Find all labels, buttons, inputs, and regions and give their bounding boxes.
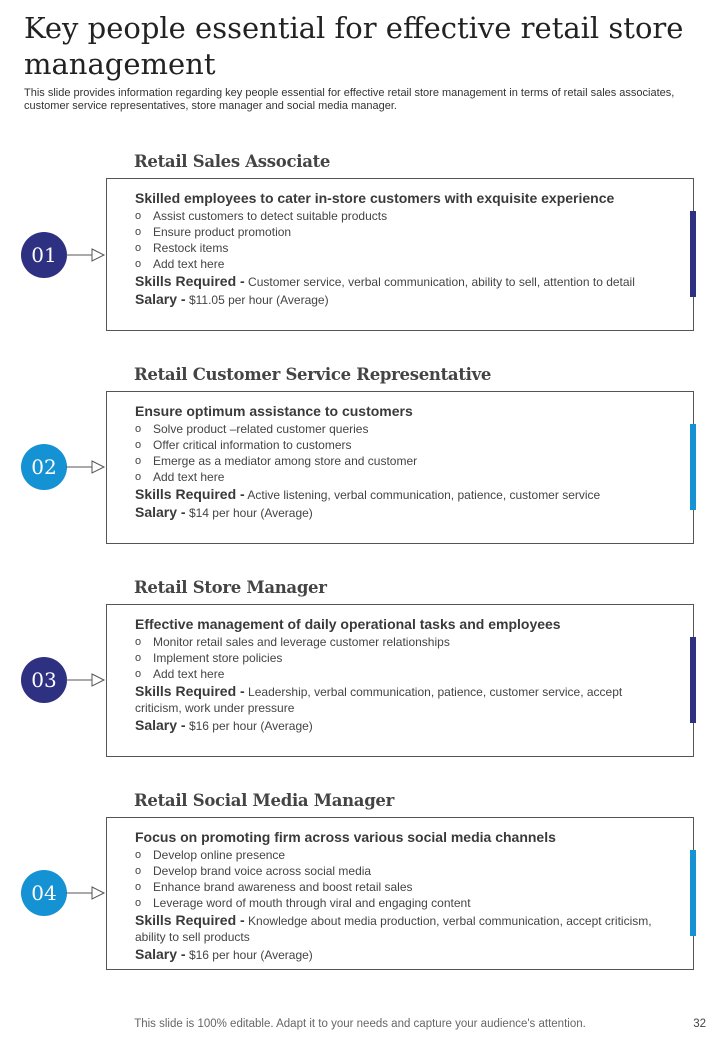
card-title: Skilled employees to cater in-store customers with exquisite experience	[135, 190, 615, 206]
card-title: Focus on promoting firm across various social media channels	[135, 829, 556, 845]
bullet-list	[135, 634, 671, 682]
list-item: o Solve product –related customer queries	[135, 421, 671, 437]
info-card	[106, 604, 694, 757]
info-card	[106, 178, 694, 331]
list-item: o Implement store policies	[135, 650, 671, 666]
step-number-badge: 04	[21, 870, 67, 916]
list-item: o Offer critical information to customers	[135, 437, 671, 453]
skills-value: Active listening, verbal communication, patience, customer service	[247, 488, 601, 502]
step-number-badge: 01	[21, 232, 67, 278]
bullet-list	[135, 421, 671, 485]
list-item: o Develop brand voice across social media	[135, 863, 671, 879]
salary-label: Salary -	[135, 717, 186, 733]
list-item: o Develop online presence	[135, 847, 671, 863]
accent-bar	[690, 424, 696, 510]
salary	[135, 946, 671, 963]
bullet-list	[135, 847, 671, 911]
salary-value: $14 per hour (Average)	[188, 506, 313, 520]
page-title: Key people essential for effective retail store management	[24, 11, 684, 81]
step-number-badge: 02	[21, 444, 67, 490]
skills-required	[135, 683, 671, 716]
salary-label: Salary -	[135, 946, 186, 962]
card-title: Ensure optimum assistance to customers	[135, 403, 413, 419]
skills-required	[135, 486, 671, 503]
section-retail-sales-associate	[0, 152, 720, 352]
skills-label: Skills Required -	[135, 273, 245, 289]
list-item: o Add text here	[135, 666, 671, 682]
section-retail-store-manager	[0, 578, 720, 778]
arrow-connector-icon	[66, 673, 106, 687]
section-customer-service-representative	[0, 365, 720, 565]
section-heading: Retail Social Media Manager	[134, 791, 395, 810]
arrow-connector-icon	[66, 248, 106, 262]
section-heading: Retail Sales Associate	[134, 152, 331, 171]
skills-label: Skills Required -	[135, 912, 245, 928]
list-item: o Restock items	[135, 240, 671, 256]
list-item: o Ensure product promotion	[135, 224, 671, 240]
skills-required	[135, 273, 671, 290]
salary-label: Salary -	[135, 504, 186, 520]
arrow-connector-icon	[66, 460, 106, 474]
list-item: o Monitor retail sales and leverage customer relationships	[135, 634, 671, 650]
info-card	[106, 391, 694, 544]
accent-bar	[690, 637, 696, 723]
salary	[135, 717, 671, 734]
section-heading: Retail Customer Service Representative	[134, 365, 492, 384]
list-item: o Add text here	[135, 469, 671, 485]
list-item: o Leverage word of mouth through viral and engaging content	[135, 895, 671, 911]
info-card	[106, 817, 694, 970]
card-title: Effective management of daily operational tasks and employees	[135, 616, 561, 632]
list-item: o Add text here	[135, 256, 671, 272]
salary-value: $11.05 per hour (Average)	[188, 293, 329, 307]
bullet-list	[135, 208, 671, 272]
footer-note: This slide is 100% editable. Adapt it to your needs and capture your audience's attention.	[134, 1018, 586, 1030]
salary	[135, 504, 671, 521]
salary-value: $16 per hour (Average)	[188, 948, 313, 962]
accent-bar	[690, 850, 696, 936]
skills-label: Skills Required -	[135, 683, 245, 699]
arrow-connector-icon	[66, 886, 106, 900]
section-social-media-manager	[0, 791, 720, 991]
section-heading: Retail Store Manager	[134, 578, 327, 597]
list-item: o Enhance brand awareness and boost retail sales	[135, 879, 671, 895]
page-number: 32	[693, 1018, 706, 1030]
salary	[135, 291, 671, 308]
list-item: o Assist customers to detect suitable products	[135, 208, 671, 224]
list-item: o Emerge as a mediator among store and customer	[135, 453, 671, 469]
skills-required	[135, 912, 671, 945]
skills-value: Knowledge about media production, verbal communication, accept criticism, ability to sell products	[135, 914, 652, 944]
skills-value: Customer service, verbal communication, ability to sell, attention to detail	[248, 275, 635, 289]
step-number-badge: 03	[21, 657, 67, 703]
skills-value: Leadership, verbal communication, patience, customer service, accept criticism, work under pressure	[135, 685, 623, 715]
skills-label: Skills Required -	[135, 486, 245, 502]
accent-bar	[690, 211, 696, 297]
salary-label: Salary -	[135, 291, 186, 307]
page-subtitle: This slide provides information regarding key people essential for effective retail store management in terms of retail sales associates, customer service representatives, store manager and social media manager.	[24, 87, 675, 112]
salary-value: $16 per hour (Average)	[188, 719, 313, 733]
